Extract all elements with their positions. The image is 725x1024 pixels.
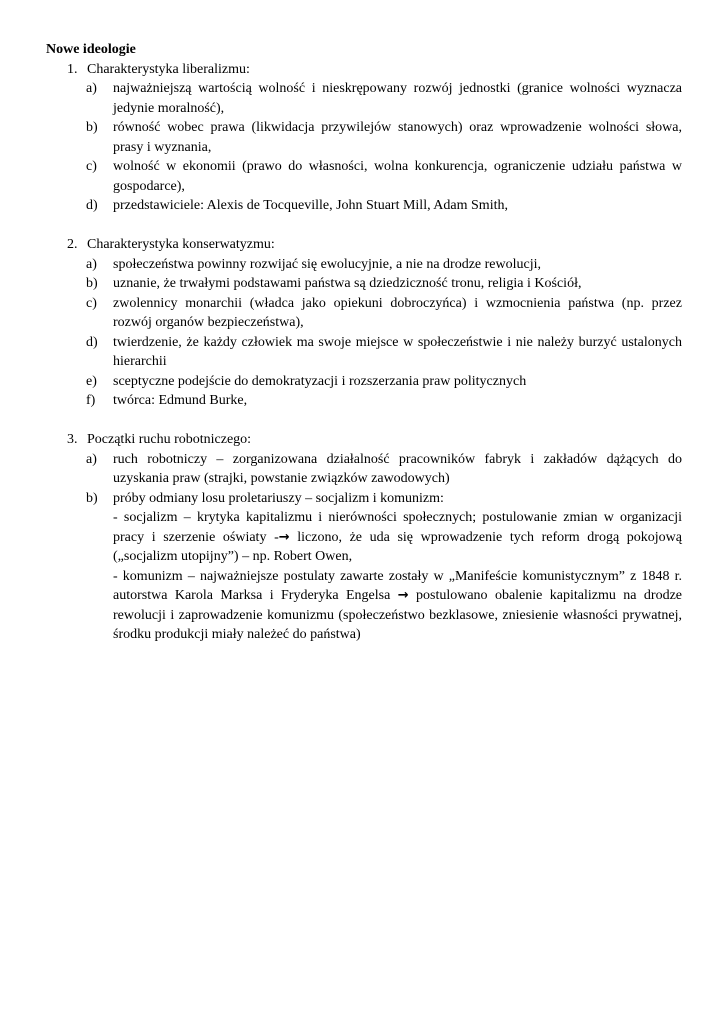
section-number: 2. [67,237,78,252]
list-item [46,489,682,645]
list-item [46,255,682,275]
item-text: twierdzenie, że każdy człowiek ma swoje miejsce w społeczeństwie i nie należy burzyć ustalonych hierarchii [113,334,682,369]
communism-paragraph [113,567,682,645]
item-letter: d) [86,198,98,213]
list-item [46,274,682,294]
section-heading [46,60,682,80]
item-letter: f) [86,393,96,408]
list-item [46,450,682,489]
item-letter: a) [86,81,97,96]
item-letter: a) [86,451,97,467]
item-text: ruch robotniczy – zorganizowana działalność pracowników fabryk i zakładów dążących do uzyskania praw (strajki, powstanie związków zawodowych) [113,451,682,486]
list-item [46,391,682,411]
item-text: twórca: Edmund Burke, [113,393,248,408]
list-item [46,79,682,118]
item-letter: b) [86,120,98,135]
section-conservatism [46,235,682,411]
socialism-paragraph [113,508,682,567]
list-item [46,196,682,216]
item-letter: a) [86,256,97,272]
section-liberalism [46,60,682,216]
item-text: najważniejszą wartością wolność i nieskrępowany rozwój jednostki (granice wolności wyznacza jedynie moralność), [113,81,682,116]
document-page [46,40,682,645]
item-text: zwolennicy monarchii (władca jako opiekuni dobroczyńca) i wzmocnienia państwa (np. przez rozwój organów bezpieczeństwa), [113,295,682,330]
communism-text-after: postulowano obalenie kapitalizmu na drodze rewolucji i zaprowadzenie komunizmu (społeczeństwo bezklasowe, zniesienie własności prywatnej, środku produkcji miały należeć do państwa) [113,588,682,642]
item-letter: e) [86,373,97,389]
item-text: społeczeństwa powinny rozwijać się ewolucyjnie, a nie na drodze rewolucji, [113,256,542,272]
item-text: uznanie, że trwałymi podstawami państwa są dziedziczność tronu, religia i Kościół, [113,276,582,291]
section-number: 1. [67,61,78,77]
item-text: równość wobec prawa (likwidacja przywilejów stanowych) oraz wprowadzenie wolności słowa, prasy i wyznania, [113,120,682,155]
item-letter: c) [86,159,97,174]
section-heading-text: Początki ruchu robotniczego: [87,432,252,447]
section-heading-text: Charakterystyka liberalizmu: [87,61,250,77]
item-text: wolność w ekonomii (prawo do własności, wolna konkurencja, ograniczenie udziału państwa w gospodarce), [113,159,682,194]
socialism-text-before: - socjalizm – krytyka kapitalizmu i nierówności społecznych; postulowanie zmian w organizacji pracy i szerzenie oświaty - [113,510,682,545]
arrow-right-icon: → [397,588,409,603]
section-heading [46,235,682,255]
list-item [46,294,682,333]
list-item [46,157,682,196]
item-letter: b) [86,490,98,506]
communism-text-before: - komunizm – najważniejsze postulaty zawarte zostały w „Manifeście komunistycznym” z 1848 r. autorstwa Karola Marksa i Fryderyka Engelsa [113,568,682,603]
item-letter: c) [86,295,97,311]
list-item [46,118,682,157]
section-heading-text: Charakterystyka konserwatyzmu: [87,237,275,252]
arrow-right-icon: → [278,529,290,545]
socialism-text-after: liczono, że uda się wprowadzenie tych reform drogą pokojową („socjalizm utopijny”) – np. Robert Owen, [113,529,683,564]
item-letter: b) [86,276,98,291]
item-text: przedstawiciele: Alexis de Tocqueville, John Stuart Mill, Adam Smith, [113,198,508,213]
document-title: Nowe ideologie [46,42,136,57]
section-heading [46,430,682,450]
section-labor-movement [46,430,682,645]
section-number: 3. [67,432,78,447]
item-text: sceptyczne podejście do demokratyzacji i rozszerzania praw politycznych [113,373,527,389]
list-item [46,333,682,372]
item-letter: d) [86,334,98,350]
list-item [46,372,682,392]
item-text: próby odmiany losu proletariuszy – socjalizm i komunizm: [113,490,444,506]
